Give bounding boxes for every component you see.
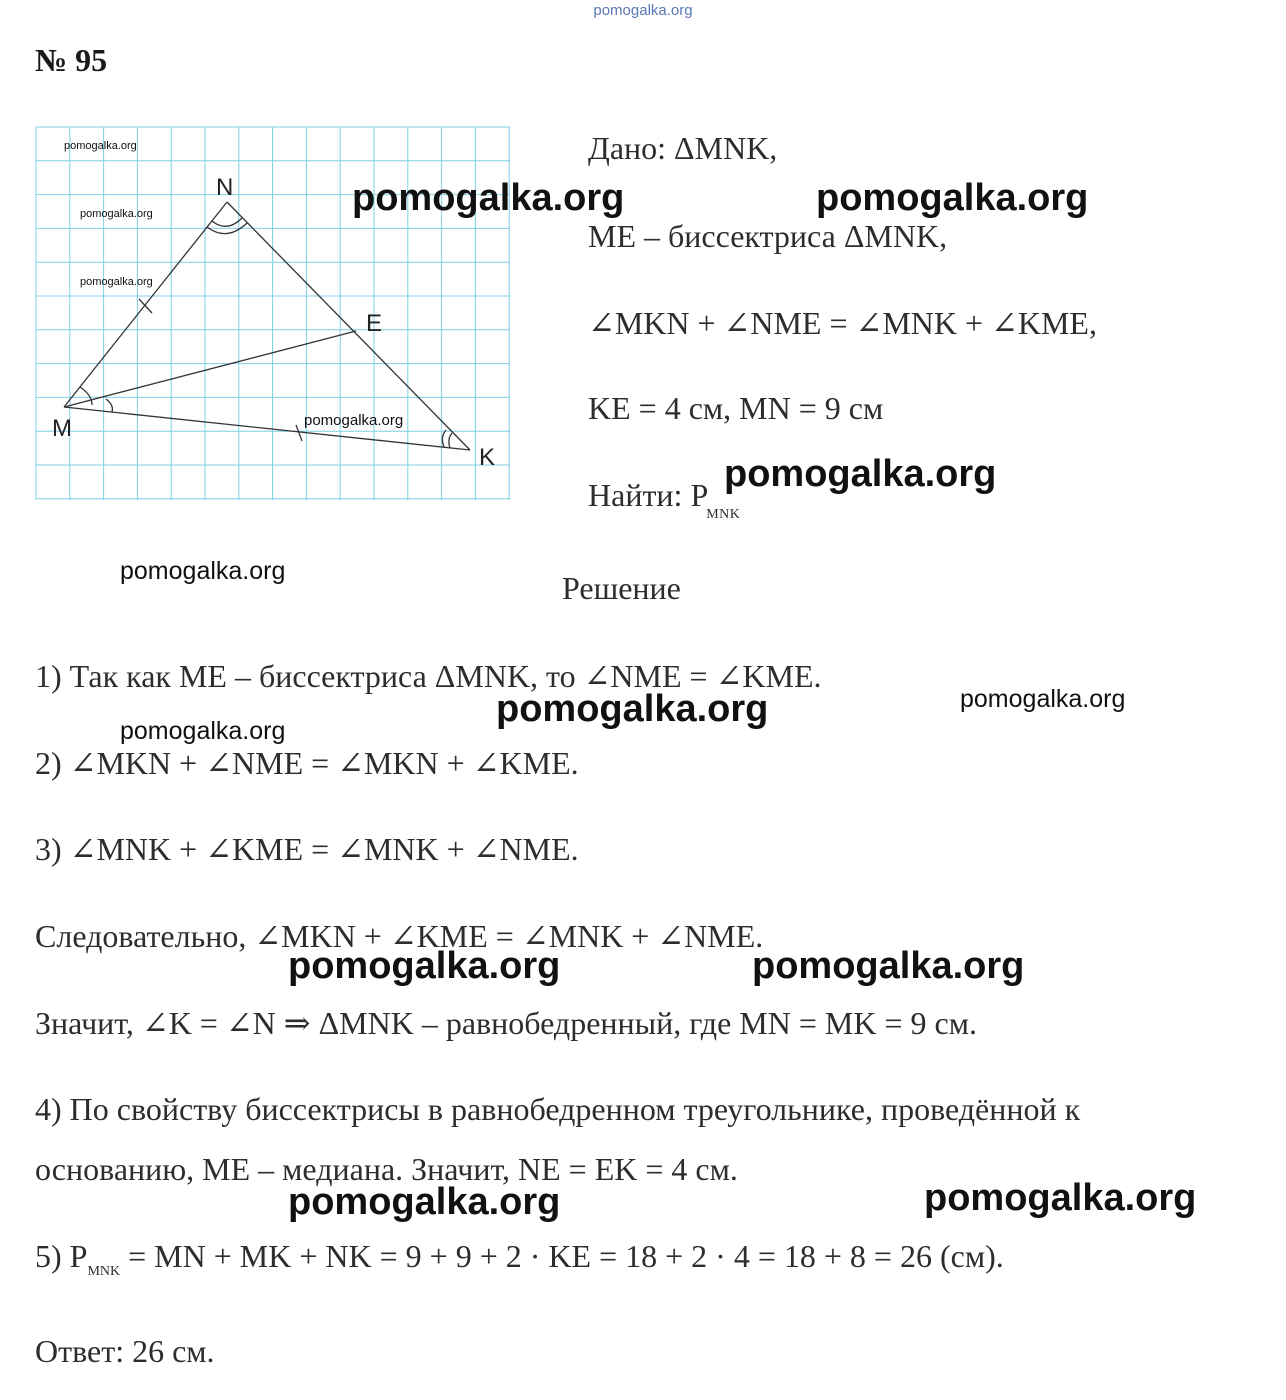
task-number: № 95 bbox=[35, 42, 108, 78]
site-link[interactable]: pomogalka.org bbox=[593, 2, 693, 19]
given-line-1: Дано: ΔMNK, bbox=[588, 130, 778, 166]
step-5 bbox=[35, 1238, 1004, 1279]
watermark: pomogalka.org bbox=[924, 1177, 1197, 1219]
figure-watermark-1: pomogalka.org bbox=[64, 140, 137, 152]
given-line-3: ∠MKN + ∠NME = ∠MNK + ∠KME, bbox=[588, 305, 1097, 341]
watermark: pomogalka.org bbox=[816, 177, 1089, 219]
find-label: Найти: P bbox=[588, 477, 709, 513]
result: Значит, ∠K = ∠N ⇒ ΔMNK – равнобедренный, где MN = MK = 9 см. bbox=[35, 1005, 977, 1041]
conclusion: Следовательно, ∠MKN + ∠KME = ∠MNK + ∠NME. bbox=[35, 918, 764, 954]
watermark: pomogalka.org bbox=[120, 717, 286, 745]
step-5-prefix: 5) P bbox=[35, 1238, 88, 1274]
step-5-rest: = MN + MK + NK = 9 + 9 + 2 · KE = 18 + 2 · 4 = 18 + 8 = 26 (см). bbox=[120, 1238, 1004, 1274]
watermark: pomogalka.org bbox=[352, 177, 625, 219]
step-3: 3) ∠MNK + ∠KME = ∠MNK + ∠NME. bbox=[35, 831, 579, 867]
label-m: M bbox=[52, 415, 72, 442]
step-1: 1) Так как ME – биссектриса ΔMNK, то ∠NME = ∠KME. bbox=[35, 658, 822, 694]
watermark: pomogalka.org bbox=[752, 945, 1025, 987]
find-line bbox=[588, 477, 742, 522]
label-k: K bbox=[479, 444, 496, 471]
watermark: pomogalka.org bbox=[288, 1181, 561, 1223]
step-4-line-2: основанию, ME – медиана. Значит, NE = EK = 4 см. bbox=[35, 1151, 738, 1187]
step-5-subscript: MNK bbox=[87, 1264, 121, 1279]
step-4-line-1: 4) По свойству биссектрисы в равнобедренном треугольнике, проведённой к bbox=[35, 1091, 1081, 1127]
triangle-lines bbox=[64, 202, 470, 450]
side-mn bbox=[64, 202, 227, 407]
label-n: N bbox=[216, 174, 234, 201]
given-line-2: ME – биссектриса ΔMNK, bbox=[588, 218, 948, 254]
angle-arc-m2 bbox=[106, 399, 112, 412]
watermark: pomogalka.org bbox=[724, 453, 997, 495]
tick-mk bbox=[296, 425, 302, 441]
watermark: pomogalka.org bbox=[496, 688, 769, 730]
solution-heading: Решение bbox=[562, 570, 681, 606]
watermark: pomogalka.org bbox=[288, 945, 561, 987]
answer: Ответ: 26 см. bbox=[35, 1333, 215, 1369]
watermark: pomogalka.org bbox=[960, 685, 1126, 713]
watermark: pomogalka.org bbox=[120, 557, 286, 585]
angle-arc-k2 bbox=[449, 433, 452, 448]
label-e: E bbox=[366, 310, 383, 337]
find-subscript: MNK bbox=[706, 507, 741, 522]
given-line-4: KE = 4 см, MN = 9 см bbox=[588, 390, 884, 426]
step-2: 2) ∠MKN + ∠NME = ∠MKN + ∠KME. bbox=[35, 745, 579, 781]
side-mk bbox=[64, 407, 470, 450]
bisector-me bbox=[64, 331, 356, 407]
angle-arc-n1 bbox=[212, 218, 242, 226]
figure-watermark-3: pomogalka.org bbox=[80, 276, 153, 288]
angle-arc-k1 bbox=[442, 430, 446, 447]
figure-watermark-2: pomogalka.org bbox=[80, 208, 153, 220]
figure-watermark-4: pomogalka.org bbox=[304, 412, 404, 429]
